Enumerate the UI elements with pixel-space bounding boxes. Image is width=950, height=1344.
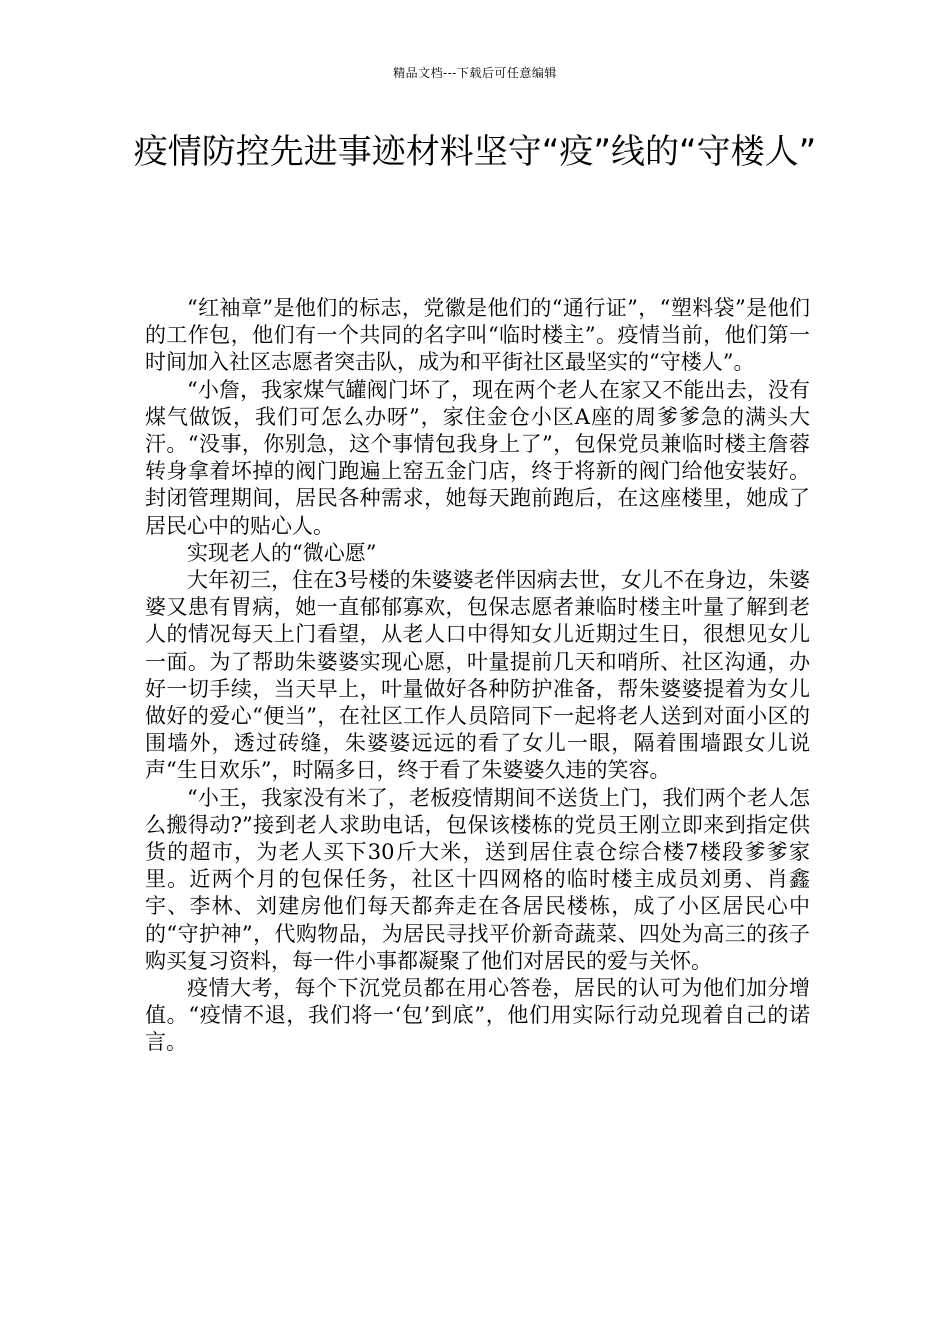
paragraph-2: “小詹，我家煤气罐阀门坏了，现在两个老人在家又不能出去，没有煤气做饭，我们可怎么办呀”，家住金仓小区A座的周爹爹急的满头大汗。“没事，你别急，这个事情包我身上了”，包保党员兼临时楼主詹蓉转身拿着坏掉的阀门跑遍上窑五金门店，终于将新的阀门给他安装好。封闭管理期间，居民各种需求，她每天跑前跑后，在这座楼里，她成了居民心中的贴心人。 — [145, 377, 810, 538]
header-note: 精品文档---下载后可任意编辑 — [393, 66, 557, 80]
paragraph-1: “红袖章”是他们的标志，党徽是他们的“通行证”，“塑料袋”是他们的工作包，他们有一个共同的名字叫“临时楼主”。疫情当前，他们第一时间加入社区志愿者突击队，成为和平街社区最坚实的“守楼人”。 — [145, 296, 810, 375]
paragraph-4: “小王，我家没有米了，老板疫情期间不送货上门，我们两个老人怎么搬得动?”接到老人求助电话，包保该楼栋的党员王刚立即来到指定供货的超市，为老人买下30斤大米，送到居住袁仓综合楼7楼段爹爹家里。近两个月的包保任务，社区十四网格的临时楼主成员刘勇、肖鑫宇、李林、刘建房他们每天都奔走在各居民楼栋，成了小区居民心中的“守护神”，代购物品，为居民寻找平价新奇蔬菜、四处为高三的孩子购买复习资料，每一件小事都凝聚了他们对居民的爱与关怀。 — [145, 785, 810, 973]
document-title: 疫情防控先进事迹材料坚守“疫”线的“守楼人” — [133, 132, 817, 172]
section-heading: 实现老人的“微心愿” — [187, 540, 377, 565]
paragraph-5: 疫情大考，每个下沉党员都在用心答卷，居民的认可为他们加分增值。“疫情不退，我们将一‘包’到底”，他们用实际行动兑现着自己的诺言。 — [145, 976, 810, 1055]
document-body — [145, 295, 810, 1057]
paragraph-3: 大年初三，住在3号楼的朱婆婆老伴因病去世，女儿不在身边，朱婆婆又患有胃病，她一直郁郁寡欢，包保志愿者兼临时楼主叶量了解到老人的情况每天上门看望，从老人口中得知女儿近期过生日，很想见女儿一面。为了帮助朱婆婆实现心愿，叶量提前几天和哨所、社区沟通，办好一切手续，当天早上，叶量做好各种防护准备，帮朱婆婆提着为女儿做好的爱心“便当”，在社区工作人员陪同下一起将老人送到对面小区的围墙外，透过砖缝，朱婆婆远远的看了女儿一眼，隔着围墙跟女儿说声“生日欢乐”，时隔多日，终于看了朱婆婆久违的笑容。 — [145, 568, 810, 783]
